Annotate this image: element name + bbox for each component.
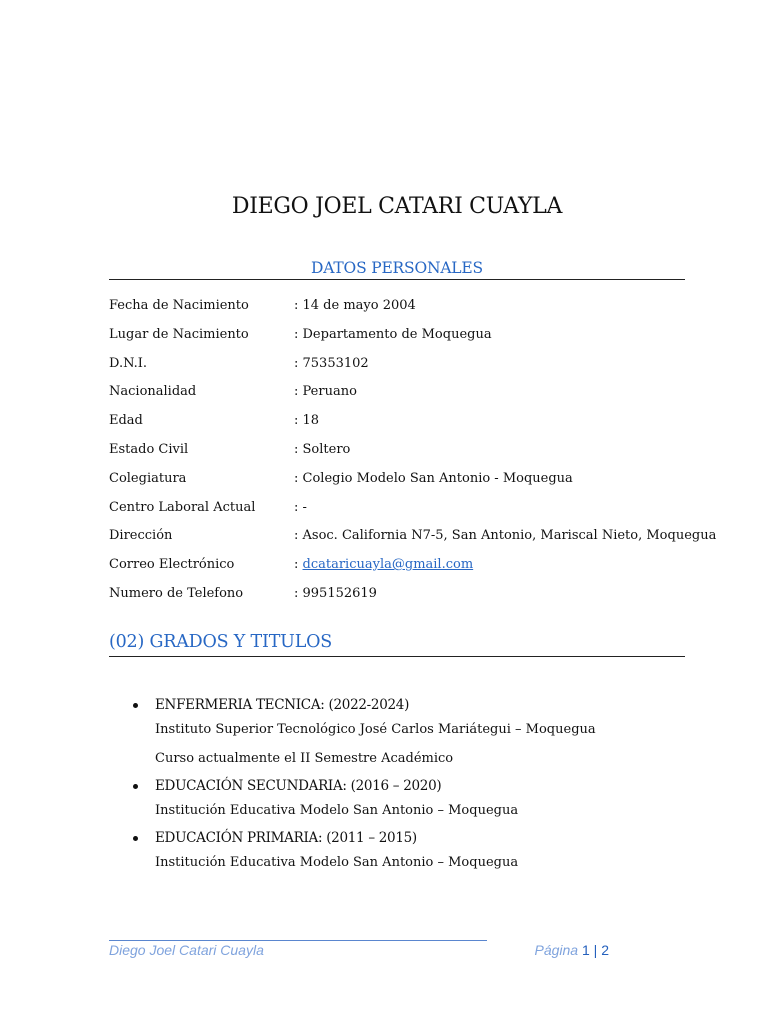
email-label: Correo Electrónico xyxy=(109,557,235,573)
personal-row-marital-status xyxy=(109,440,709,469)
marital-status-value: : Soltero xyxy=(294,441,351,457)
marital-status-label: Estado Civil xyxy=(109,441,189,457)
workplace-value: : - xyxy=(294,499,307,515)
birthdate-label: Fecha de Nacimiento xyxy=(109,298,249,313)
address-value: : Asoc. California N7-5, San Antonio, Mariscal Nieto, Moquegua xyxy=(294,528,717,544)
degree-institution: Institución Educativa Modelo San Antonio – Moquegua xyxy=(155,855,519,870)
degree-status: Curso actualmente el II Semestre Académico xyxy=(155,751,454,766)
page-separator: | xyxy=(593,942,598,958)
page-total: 2 xyxy=(601,942,609,958)
personal-row-address xyxy=(109,526,717,555)
email-value xyxy=(294,555,473,575)
personal-data-list xyxy=(109,296,717,613)
nationality-value: : Peruano xyxy=(294,384,357,400)
personal-row-phone xyxy=(109,584,709,613)
birthplace-label: Lugar de Nacimiento xyxy=(109,326,249,342)
degree-institution: Institución Educativa Modelo San Antonio – Moquegua xyxy=(155,803,519,818)
page-current: 1 xyxy=(581,942,590,958)
footer-divider xyxy=(109,940,487,941)
address-label: Dirección xyxy=(109,528,173,544)
age-label: Edad xyxy=(109,413,143,429)
nationality-label: Nacionalidad xyxy=(109,384,197,400)
personal-row-workplace xyxy=(109,498,709,527)
birthplace-value: : Departamento de Moquegua xyxy=(294,326,492,342)
degree-institution: Instituto Superior Tecnológico José Carlos Mariátegui – Moquegua xyxy=(155,722,596,737)
personal-row-age xyxy=(109,411,709,440)
birthdate-value: : 14 de mayo 2004 xyxy=(294,298,416,313)
degrees-divider xyxy=(109,656,685,657)
degrees-list xyxy=(109,694,685,873)
personal-data-heading: DATOS PERSONALES xyxy=(311,259,483,277)
phone-value: : 995152619 xyxy=(294,585,377,601)
personal-row-birthdate xyxy=(109,296,709,325)
school-label: Colegiatura xyxy=(109,470,187,486)
personal-row-birthplace xyxy=(109,325,709,354)
school-value: : Colegio Modelo San Antonio - Moquegua xyxy=(294,470,573,486)
email-link[interactable]: dcataricuayla@gmail.com xyxy=(302,557,474,573)
bullet-icon xyxy=(133,836,138,841)
personal-row-dni xyxy=(109,354,709,383)
workplace-label: Centro Laboral Actual xyxy=(109,499,256,515)
phone-label: Numero de Telefono xyxy=(109,585,244,601)
personal-data-divider xyxy=(109,279,685,280)
bullet-icon xyxy=(133,703,138,708)
page-label: Página xyxy=(534,942,579,958)
document-title: DIEGO JOEL CATARI CUAYLA xyxy=(231,194,563,219)
degree-item-nursing xyxy=(109,694,685,769)
personal-row-school xyxy=(109,469,709,498)
degree-title: EDUCACIÓN PRIMARIA: (2011 – 2015) xyxy=(155,830,417,846)
dni-label: D.N.I. xyxy=(109,355,148,371)
footer-author: Diego Joel Catari Cuayla xyxy=(109,942,264,958)
personal-row-nationality xyxy=(109,382,709,411)
degree-title: EDUCACIÓN SECUNDARIA: (2016 – 2020) xyxy=(155,778,442,794)
degrees-heading: (02) GRADOS Y TITULOS xyxy=(109,632,333,652)
age-value: : 18 xyxy=(294,413,320,429)
degree-item-secondary xyxy=(109,775,685,821)
degree-item-primary xyxy=(109,827,685,873)
email-prefix: : xyxy=(294,557,303,573)
dni-value: : 75353102 xyxy=(294,355,369,371)
personal-row-email xyxy=(109,555,709,584)
footer-page-number xyxy=(535,942,610,958)
bullet-icon xyxy=(133,784,138,789)
degree-title: ENFERMERIA TECNICA: (2022-2024) xyxy=(155,697,410,713)
